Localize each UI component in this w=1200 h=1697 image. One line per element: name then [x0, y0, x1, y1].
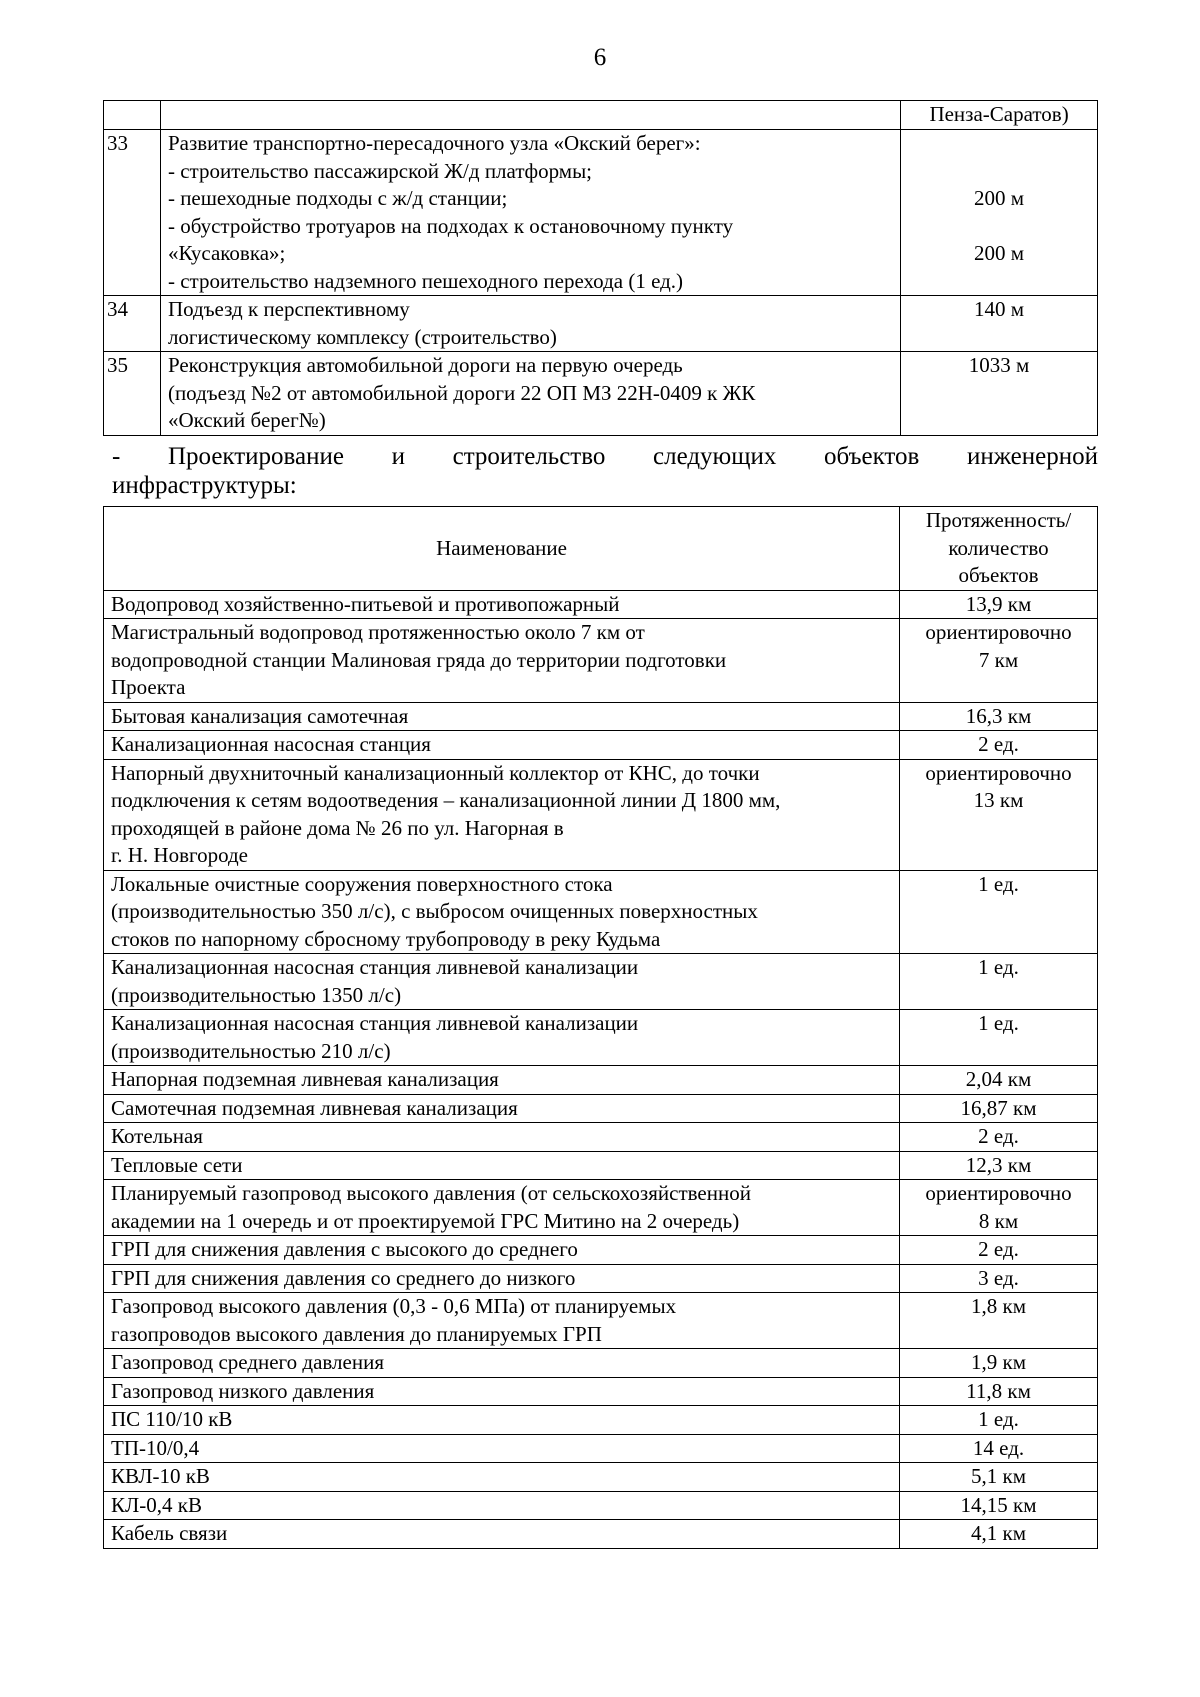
table-row: [104, 870, 1098, 954]
header-line: объектов: [958, 563, 1039, 587]
cell-line: ТП-10/0,4: [111, 1435, 200, 1460]
table-row: [104, 352, 1098, 436]
row-name: [104, 590, 900, 619]
page-number: 6: [593, 44, 607, 71]
table-row: [104, 731, 1098, 760]
table-row: [104, 1520, 1098, 1549]
cell-line: Напорная подземная ливневая канализация: [111, 1067, 499, 1091]
cell-line: Канализационная насосная станция: [111, 732, 431, 756]
cell-line: Бытовая канализация самотечная: [111, 703, 409, 728]
row-value: [900, 1066, 1098, 1095]
cell-line: 2,04 км: [965, 1067, 1032, 1091]
table-row: [104, 1066, 1098, 1095]
row-description: [160, 130, 900, 296]
row-description: [160, 296, 900, 352]
row-value: [900, 1123, 1098, 1152]
cell-line: 140 м: [974, 297, 1025, 321]
cell-line: ПС 110/10 кВ: [111, 1407, 233, 1431]
intro-line: инфраструктуры:: [112, 472, 297, 499]
table-row: [104, 1236, 1098, 1265]
row-value: [900, 1010, 1098, 1066]
table-row: [104, 1180, 1098, 1236]
row-value: [900, 1406, 1098, 1435]
cell-line: Проекта: [111, 675, 186, 699]
row-name: [104, 702, 900, 731]
cell-line: 1,9 км: [971, 1350, 1027, 1374]
cell-line: логистическому комплексу (строительство): [167, 324, 557, 349]
row-value: [900, 590, 1098, 619]
cell-line: Подъезд к перспективному: [167, 297, 410, 321]
table-row: [104, 954, 1098, 1010]
cell-line: Магистральный водопровод протяженностью около 7 км от: [111, 620, 645, 644]
table-cell-empty: [160, 101, 900, 130]
cell-line: ориентировочно: [925, 760, 1072, 785]
cell-line: Развитие транспортно-пересадочного узла «Окский берег»:: [167, 131, 701, 155]
cell-line: (подъезд №2 от автомобильной дороги 22 ОП МЗ 22Н-0409 к ЖК: [167, 380, 756, 405]
table-row: [104, 130, 1098, 296]
cell-line: проходящей в районе дома № 26 по ул. Нагорная в: [111, 815, 564, 840]
cell-line: 14,15 км: [960, 1492, 1037, 1517]
table-header-row: [104, 507, 1098, 591]
row-value: [900, 1491, 1098, 1520]
row-name: [104, 1406, 900, 1435]
row-value: [901, 296, 1098, 352]
cell-line: Канализационная насосная станция ливневой канализации: [111, 1011, 639, 1035]
cell-line: ориентировочно: [925, 620, 1072, 644]
row-value: [900, 1180, 1098, 1236]
row-name: [104, 1491, 900, 1520]
cell-line: 1 ед.: [978, 955, 1019, 979]
header-line: Протяженность/: [925, 508, 1072, 532]
header-line: количество: [948, 535, 1049, 560]
cell-line: Планируемый газопровод высокого давления (от сельскохозяйственной: [111, 1181, 751, 1205]
row-name: [104, 1180, 900, 1236]
row-number: 35: [104, 352, 161, 436]
cell-line: Тепловые сети: [111, 1152, 243, 1177]
row-name: [104, 1463, 900, 1492]
infrastructure-table: [103, 506, 1098, 1549]
cell-line: ГРП для снижения давления с высокого до среднего: [111, 1237, 578, 1261]
cell-line: 2 ед.: [978, 732, 1019, 756]
cell-line: Водопровод хозяйственно-питьевой и противопожарный: [111, 591, 620, 616]
cell-line: 16,87 км: [960, 1095, 1037, 1120]
row-name: [104, 1377, 900, 1406]
table-cell-value: Пенза-Саратов): [901, 101, 1098, 130]
cell-line: Газопровод низкого давления: [111, 1378, 375, 1403]
table-row: [104, 101, 1098, 130]
cell-line: Газопровод высокого давления (0,3 - 0,6 МПа) от планируемых: [111, 1294, 677, 1318]
table-row: [104, 619, 1098, 703]
row-value: [900, 1463, 1098, 1492]
table-row: [104, 759, 1098, 870]
cell-line: ГРП для снижения давления со среднего до низкого: [111, 1265, 576, 1290]
row-value: [900, 1349, 1098, 1378]
row-name: [104, 1123, 900, 1152]
cell-line: 1 ед.: [978, 1407, 1019, 1431]
row-name: [104, 1094, 900, 1123]
cell-line: Кабель связи: [111, 1521, 228, 1545]
row-value: [900, 1377, 1098, 1406]
cell-line: КВЛ-10 кВ: [111, 1464, 210, 1488]
cell-line: 2 ед.: [978, 1124, 1019, 1148]
cell-line: Канализационная насосная станция ливневой канализации: [111, 955, 639, 979]
row-name: [104, 1520, 900, 1549]
row-name: [104, 619, 900, 703]
cell-line: 14 ед.: [972, 1435, 1025, 1460]
cell-line: [903, 380, 1095, 408]
cell-line: Газопровод среднего давления: [111, 1350, 384, 1374]
cell-line: г. Н. Новгороде: [111, 843, 248, 867]
row-value: [901, 352, 1098, 436]
cell-line: 1,8 км: [971, 1294, 1027, 1318]
table-row: [104, 1491, 1098, 1520]
cell-line: стоков по напорному сбросному трубопроводу в реку Кудьма: [111, 926, 661, 951]
row-value: [900, 1520, 1098, 1549]
cell-line: 13 км: [973, 788, 1024, 812]
table-row: [104, 1123, 1098, 1152]
row-name: [104, 1434, 900, 1463]
row-name: [104, 1151, 900, 1180]
row-number: 33: [104, 130, 161, 296]
cell-line: водопроводной станции Малиновая гряда до территории подготовки: [111, 647, 727, 672]
table-row: [104, 1293, 1098, 1349]
table-row: [104, 1264, 1098, 1293]
table-row: [104, 702, 1098, 731]
cell-line: - обустройство тротуаров на подходах к остановочному пункту: [167, 213, 734, 238]
cell-line: - строительство пассажирской Ж/д платформы;: [167, 158, 593, 183]
cell-line: 7 км: [978, 647, 1019, 672]
cell-line: подключения к сетям водоотведения – канализационной линии Д 1800 мм,: [111, 788, 781, 812]
table-row: [104, 1349, 1098, 1378]
row-value: [900, 1151, 1098, 1180]
cell-line: ориентировочно: [925, 1181, 1072, 1205]
row-name: [104, 954, 900, 1010]
cell-line: 1 ед.: [978, 1011, 1019, 1035]
cell-line: 1033 м: [968, 353, 1030, 377]
row-value: [900, 702, 1098, 731]
table-row: [104, 1463, 1098, 1492]
row-number: 34: [104, 296, 161, 352]
row-name: [104, 1264, 900, 1293]
cell-line: 16,3 км: [965, 703, 1032, 728]
row-name: [104, 1349, 900, 1378]
cell-line: 11,8 км: [966, 1378, 1031, 1403]
table-row: [104, 1406, 1098, 1435]
cell-line: - пешеходные подходы с ж/д станции;: [167, 186, 508, 210]
cell-line: Реконструкция автомобильной дороги на первую очередь: [167, 353, 683, 377]
cell-line: 13,9 км: [965, 591, 1032, 616]
row-description: [160, 352, 900, 436]
column-header-name: Наименование: [104, 507, 900, 591]
row-value: [900, 731, 1098, 760]
cell-line: [903, 407, 1095, 435]
cell-line: 200 м: [974, 186, 1025, 210]
cell-line: 4,1 км: [971, 1521, 1027, 1545]
cell-line: 2 ед.: [978, 1237, 1019, 1261]
row-value: [900, 1094, 1098, 1123]
row-value: [900, 1236, 1098, 1265]
cell-line: 3 ед.: [978, 1265, 1019, 1290]
table-row: [104, 1377, 1098, 1406]
row-name: [104, 1236, 900, 1265]
table-cell-empty: [104, 101, 161, 130]
projects-table: [103, 100, 1098, 436]
table-row: [104, 296, 1098, 352]
cell-line: академии на 1 очередь и от проектируемой ГРС Митино на 2 очередь): [111, 1208, 740, 1233]
cell-line: 8 км: [978, 1208, 1019, 1233]
section-intro: [112, 442, 1098, 500]
cell-line: «Кусаковка»;: [167, 241, 286, 265]
cell-line: газопроводов высокого давления до планируемых ГРП: [111, 1321, 602, 1346]
cell-line: 12,3 км: [965, 1152, 1032, 1177]
table-row: [104, 1434, 1098, 1463]
column-header-value: [900, 507, 1098, 591]
row-value: [900, 870, 1098, 954]
row-name: [104, 1010, 900, 1066]
table-row: [104, 1010, 1098, 1066]
row-name: [104, 759, 900, 870]
table-row: [104, 590, 1098, 619]
cell-line: 200 м: [974, 241, 1025, 265]
cell-line: [903, 213, 1095, 241]
row-value: [901, 130, 1098, 296]
row-name: [104, 870, 900, 954]
cell-line: Котельная: [111, 1124, 203, 1148]
row-value: [900, 619, 1098, 703]
row-value: [900, 759, 1098, 870]
row-name: [104, 1066, 900, 1095]
row-name: [104, 731, 900, 760]
cell-line: «Окский берег№): [167, 408, 326, 432]
row-value: [900, 954, 1098, 1010]
cell-line: [903, 130, 1095, 158]
cell-line: Локальные очистные сооружения поверхностного стока: [111, 871, 613, 896]
cell-line: Напорный двухниточный канализационный коллектор от КНС, до точки: [111, 760, 760, 785]
row-name: [104, 1293, 900, 1349]
table-row: [104, 1151, 1098, 1180]
cell-line: (производительностью 1350 л/с): [111, 982, 402, 1007]
row-value: [900, 1293, 1098, 1349]
cell-line: [903, 324, 1095, 352]
cell-line: [903, 158, 1095, 186]
cell-line: КЛ-0,4 кВ: [111, 1492, 202, 1517]
cell-line: [903, 268, 1095, 296]
cell-line: - строительство надземного пешеходного перехода (1 ед.): [167, 268, 684, 293]
cell-line: 1 ед.: [978, 871, 1019, 896]
cell-line: 5,1 км: [971, 1464, 1027, 1488]
row-value: [900, 1434, 1098, 1463]
cell-line: (производительностью 350 л/с), с выбросом очищенных поверхностных: [111, 899, 758, 923]
table-row: [104, 1094, 1098, 1123]
intro-line: - Проектирование и строительство следующих объектов инженерной: [112, 443, 1098, 470]
cell-line: (производительностью 210 л/с): [111, 1038, 391, 1063]
cell-line: Самотечная подземная ливневая канализация: [111, 1095, 518, 1120]
row-value: [900, 1264, 1098, 1293]
